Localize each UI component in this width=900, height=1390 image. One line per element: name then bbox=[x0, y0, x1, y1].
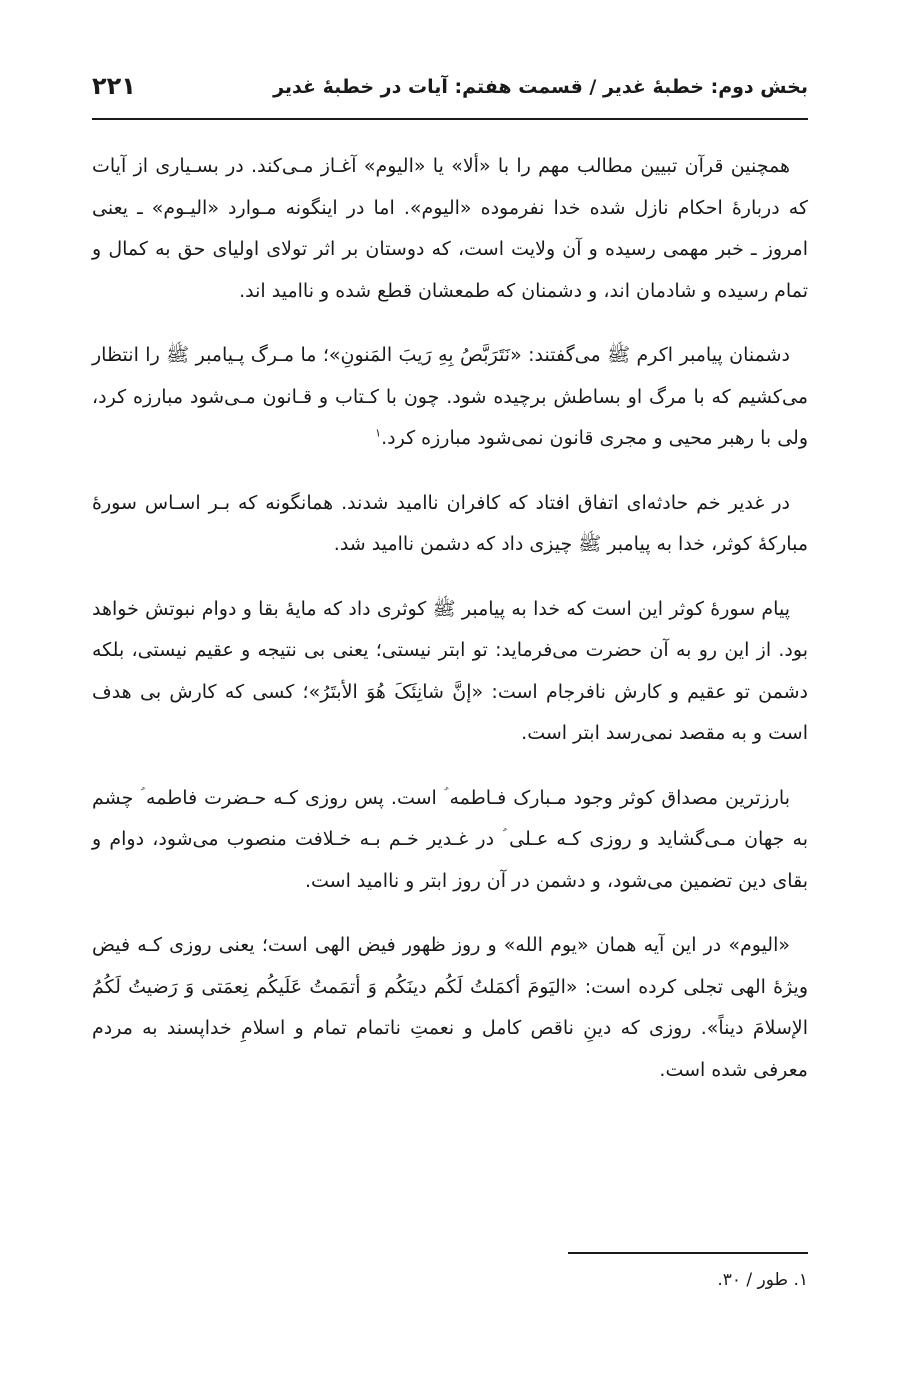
footnote-divider bbox=[568, 1252, 808, 1254]
page-header bbox=[92, 72, 808, 120]
page-body bbox=[92, 146, 808, 1114]
paragraph-5: بارزترین مصداق کوثر وجود مـبارک فـاطمه ؑ است. پس روزی کـه حـضرت فاطمه ؑ چشم به جهان مـی‌گشاید و روزی کـه عـلی ؑ در غـدیر خـم بـه خـلافت منصوب می‌شود، دوام و بقای دین تضمین می‌شود، و دشمن در آن روز ابتر و ناامید است. bbox=[92, 786, 808, 892]
paragraph-3: در غدیر خم حادثه‌ای اتفاق افتاد که کافران ناامید شدند. همانگونه که بـر اسـاس سورهٔ مبارکهٔ کوثر، خدا به پیامبر ﷺ چیزی داد که دشمن ناامید شد. bbox=[92, 491, 808, 555]
paragraph-6: «الیوم» در این آیه همان «یوم الله» و روز ظهور فیض الهی است؛ یعنی روزی کـه فیض ویژهٔ الهی تجلی کرده است: «الیَومَ أکمَلتُ لَکُم دینَکُم وَ أتمَمتُ عَلَیکُم نِعمَتی وَ رَضیتُ لَکُمُ الإسلامَ دیناً». روزی که دینِ ناقص کامل و نعمتِ ناتمام تمام و اسلامِ خداپسند به مردم معرفی شده است. bbox=[92, 934, 808, 1081]
footnote: ۱. طور / ۳۰. bbox=[717, 1270, 808, 1290]
paragraph-2-text: دشمنان پیامبر اکرم ﷺ می‌گفتند: «نَتَرَبَّصُ بِهِ رَیبَ المَنونِ»؛ ما مـرگ پـیامبر ﷺ را انتظار می‌کشیم که با مرگ او بساطش برچیده شود. چون با کـتاب و قـانون مـی‌شود مبارزه کرد، ولی با رهبر محیی و مجری قانون نمی‌شود مبارزه کرد. bbox=[92, 344, 808, 449]
running-head: بخش دوم: خطبهٔ غدیر / قسمت هفتم: آیات در خطبهٔ غدیر bbox=[273, 76, 808, 98]
paragraph-4: پیام سورهٔ کوثر این است که خدا به پیامبر ﷺ کوثری داد که مایهٔ بقا و دوام نبوتش خواهد بود. از این رو به آن حضرت می‌فرماید: تو ابتر نیستی؛ یعنی بی نتیجه و عقیم نیستی، بلکه دشمن تو عقیم و کارش نافرجام است: «إنَّ شانِئَکَ هُوَ الأبتَرُ»؛ کسی که کارش بی هدف است و به مقصد نمی‌رسد ابتر است. bbox=[92, 597, 808, 744]
paragraph-2 bbox=[92, 335, 808, 460]
footnote-marker: ۱ bbox=[375, 426, 382, 440]
page-number: ۲۲۱ bbox=[92, 72, 136, 100]
paragraph-1: همچنین قرآن تبیین مطالب مهم را با «ألا» یا «الیوم» آغـاز مـی‌کند. در بسـیاری از آیات که دربارهٔ احکام نازل شده خدا نفرموده «الیوم». اما در اینگونه مـوارد «الیـوم» ـ یعنی امروز ـ خبر مهمی رسیده و آن ولایت است، که دوستان بر اثر تولای اولیای حق به کمال و تمام رسیده و شادمان اند، و دشمنان که طمعشان قطع شده و ناامید اند. bbox=[92, 155, 808, 302]
